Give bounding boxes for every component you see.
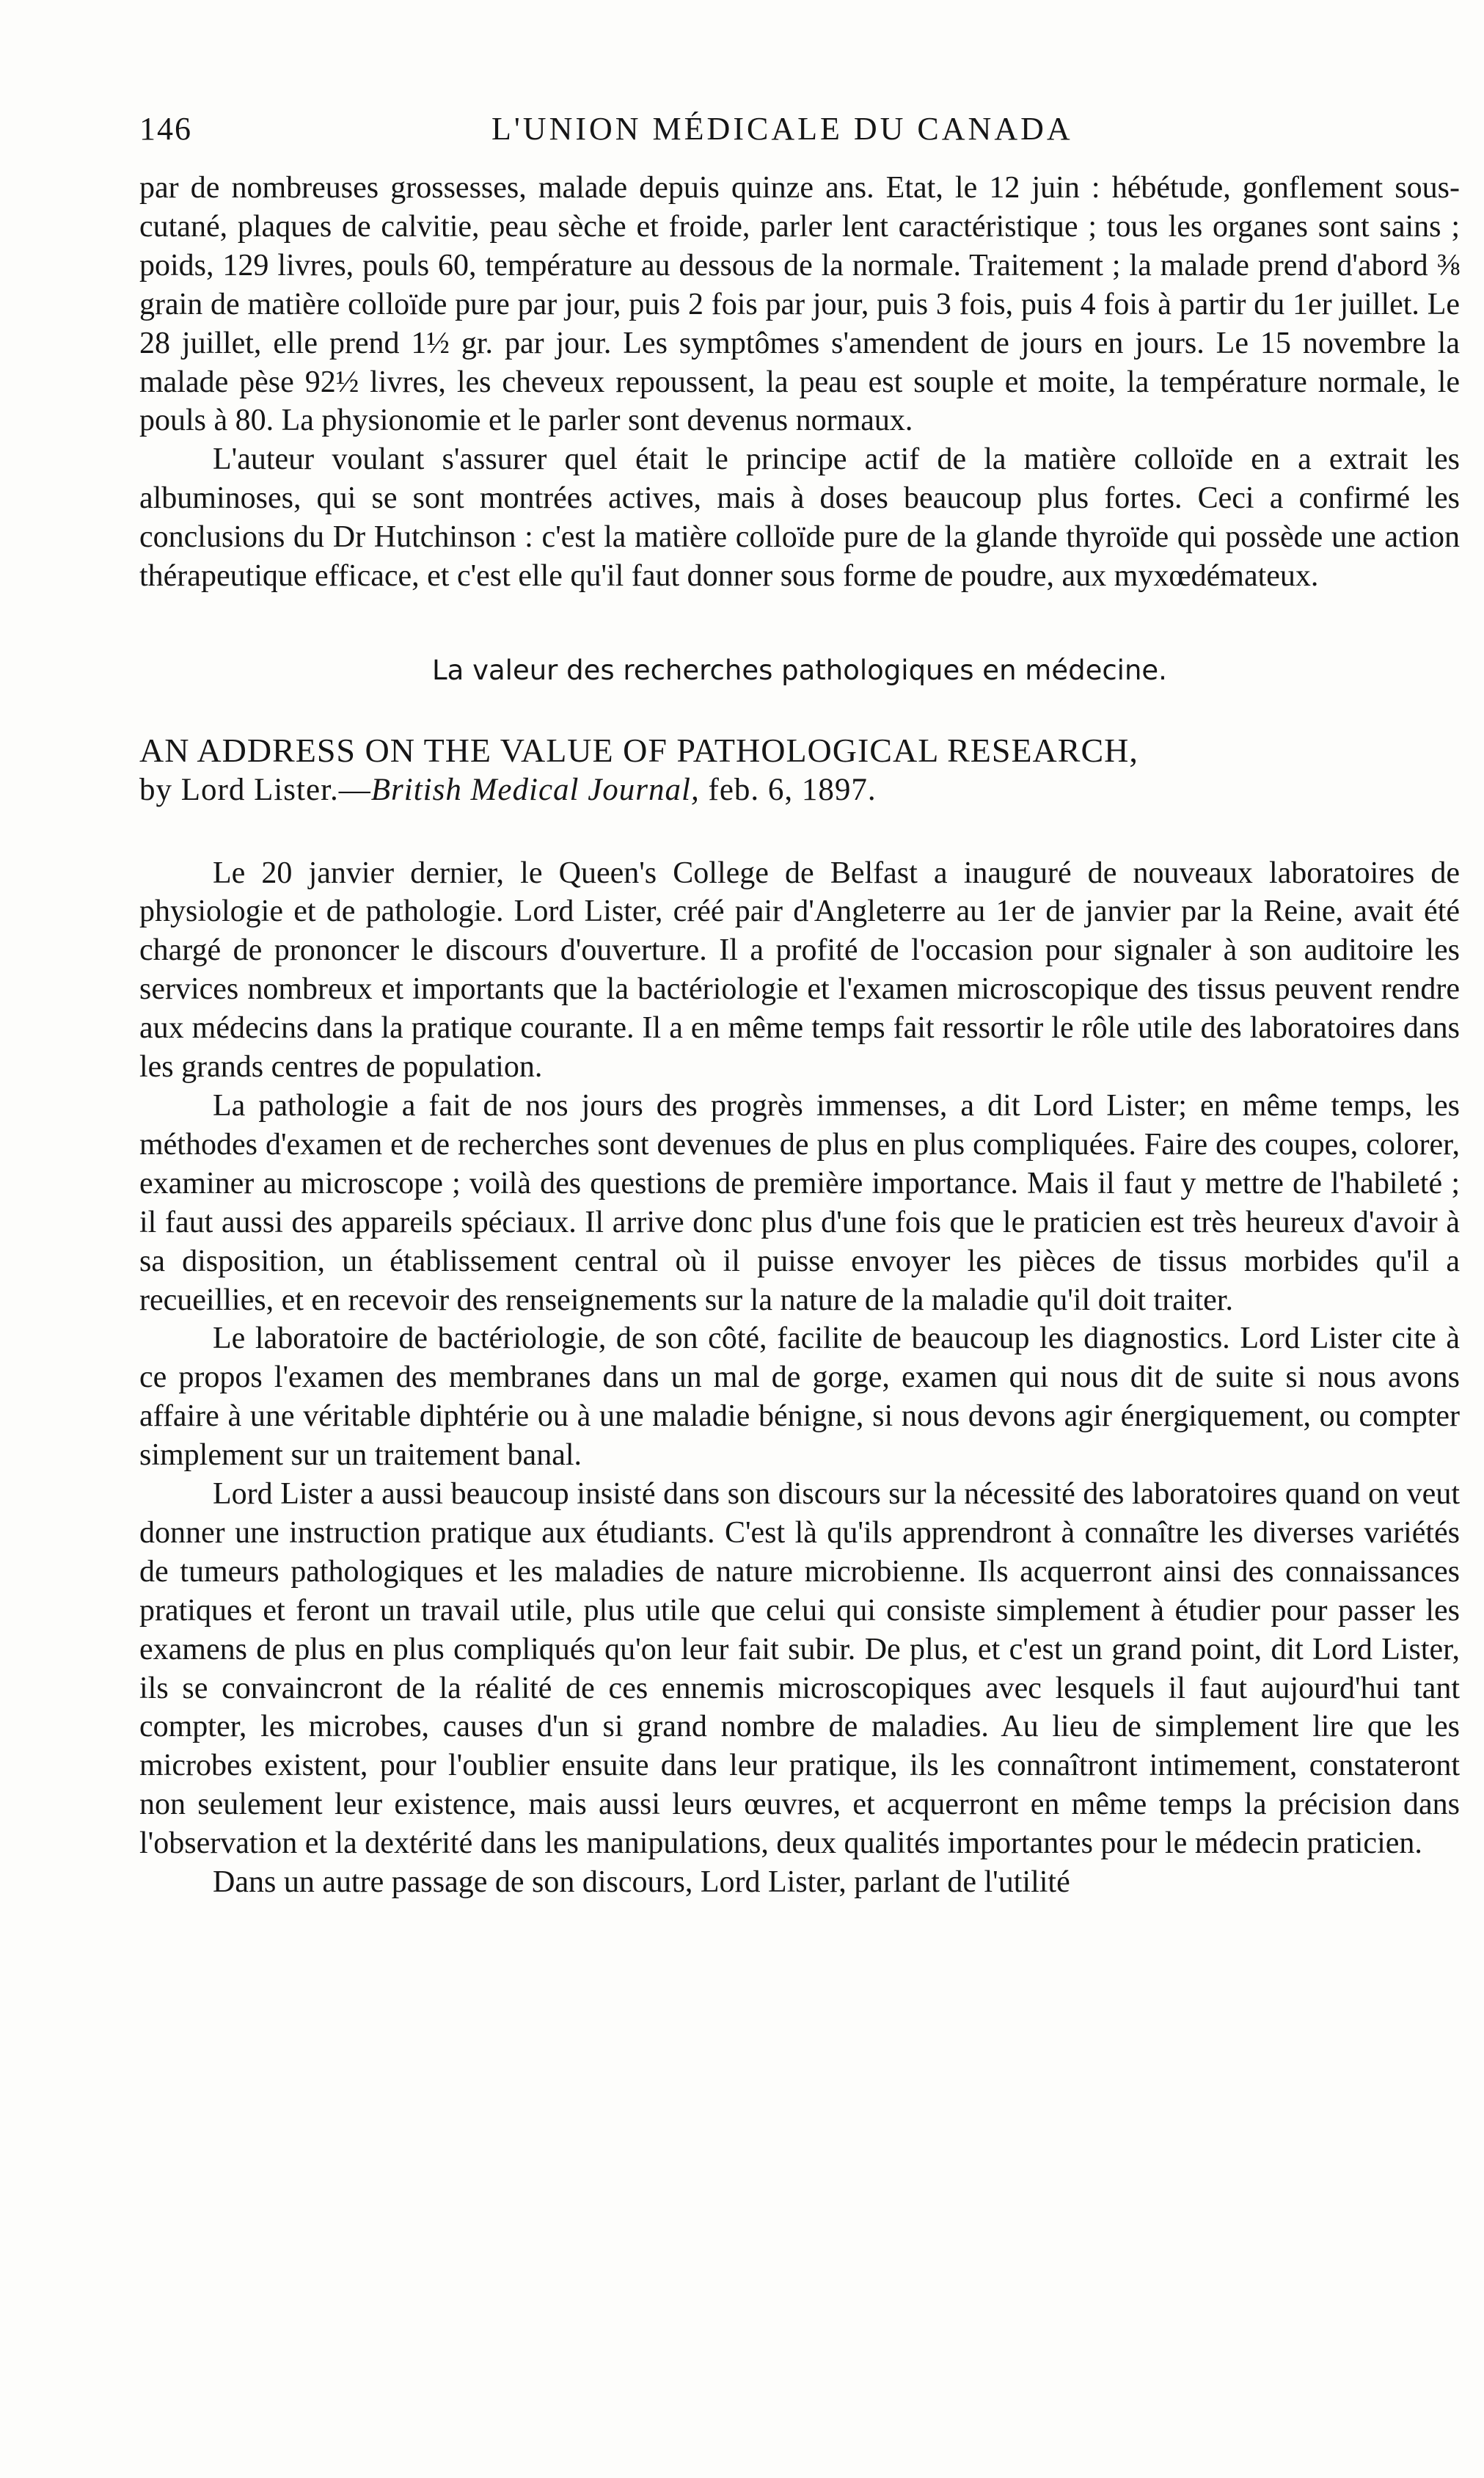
document-page	[139, 110, 1460, 1902]
paragraph: Dans un autre passage de son discours, Lord Lister, parlant de l'utilité	[213, 1865, 1070, 1900]
journal-title: L'UNION MÉDICALE DU CANADA	[491, 111, 1073, 147]
paragraph: Lord Lister a aussi beaucoup insisté dans son discours sur la nécessité des laboratoires quand on veut donner une instruction pratique aux étudiants. C'est là qu'ils apprendront à connaître les diverses variétés de tumeurs pathologiques et les maladies de nature microbienne. Ils acquerront ainsi des connaissances pratiques et feront un travail utile, plus utile que celui qui consiste simplement à étudier pour passer les examens de plus en plus compliqués qu'on leur fait subir. De plus, et c'est un grand point, dit Lord Lister, ils se convaincront de la réalité de ces ennemis microscopiques avec lesquels il faut aujourd'hui tant compter, les microbes, causes d'un si grand nombre de maladies. Au lieu de simplement lire que les microbes existent, pour l'oublier ensuite dans leur pratique, ils les connaîtront intimement, constateront non seulement leur existence, mais aussi leurs œuvres, et acquerront en même temps la précision dans l'observation et la dextérité dans les manipulations, deux qualités importantes pour le médecin praticien.	[139, 1477, 1460, 1861]
article-byline	[139, 771, 1460, 809]
byline-author: by Lord Lister.—	[139, 773, 371, 808]
paragraph: Le laboratoire de bactériologie, de son côté, facilite de beaucoup les diagnostics. Lord Lister cite à ce propos l'examen des membranes dans un mal de gorge, examen qui nous dit de suite si nous avons affaire à une véritable diphtérie ou à une maladie bénigne, si nous devons agir énergiquement, ou compter simplement sur un traitement banal.	[139, 1322, 1460, 1473]
section-heading: La valeur des recherches pathologiques en médecine.	[432, 654, 1167, 686]
article-reference	[139, 730, 1460, 810]
page-number: 146	[139, 111, 192, 147]
byline-date: feb. 6, 1897.	[699, 773, 877, 808]
article-text	[139, 854, 1460, 1902]
paragraph: Le 20 janvier dernier, le Queen's College de Belfast a inauguré de nouveaux laboratoires de physiologie et de pathologie. Lord Lister, créé pair d'Angleterre au 1er de janvier par la Reine, avait été chargé de prononcer le discours d'ouverture. Il a profité de l'occasion pour signaler à son auditoire les services nombreux et importants que la bactériologie et l'examen microscopique des tissus peuvent rendre aux médecins dans la pratique courante. Il a en même temps fait ressortir le rôle utile des laboratoires dans les grands centres de population.	[139, 856, 1460, 1085]
paragraph: par de nombreuses grossesses, malade depuis quinze ans. Etat, le 12 juin : hébétude, gonflement sous-cutané, plaques de calvitie, peau sèche et froide, parler lent caractéristique ; tous les organes sont sains ; poids, 129 livres, pouls 60, température au dessous de la normale. Traitement ; la malade prend d'abord ⅜ grain de matière colloïde pure par jour, puis 2 fois par jour, puis 3 fois, puis 4 fois à partir du 1er juillet. Le 28 juillet, elle prend 1½ gr. par jour. Les symptômes s'amendent de jours en jours. Le 15 novembre la malade pèse 92½ livres, les cheveux repoussent, la peau est souple et moite, la température normale, le pouls à 80. La physionomie et le parler sont devenus normaux.	[139, 171, 1460, 438]
running-head	[139, 110, 1460, 161]
intro-text	[139, 169, 1460, 596]
paragraph: La pathologie a fait de nos jours des progrès immenses, a dit Lord Lister; en même temps, les méthodes d'examen et de recherches sont devenues de plus en plus compliquées. Faire des coupes, colorer, examiner au microscope ; voilà des questions de première importance. Mais il faut y mettre de l'habileté ; il faut aussi des appareils spéciaux. Il arrive donc plus d'une fois que le praticien est très heureux d'avoir à sa disposition, un établissement central où il puisse envoyer les pièces de tissus morbides qu'il a recueillies, et en recevoir des renseignements sur la nature de la maladie qu'il doit traiter.	[139, 1088, 1460, 1317]
paragraph: L'auteur voulant s'assurer quel était le principe actif de la matière colloïde en a extrait les albuminoses, qui se sont montrées actives, mais à doses beaucoup plus fortes. Ceci a confirmé les conclusions du Dr Hutchinson : c'est la matière colloïde pure de la glande thyroïde qui possède une action thérapeutique efficace, et c'est elle qu'il faut donner sous forme de poudre, aux myxœdémateux.	[139, 442, 1460, 594]
article-title: AN ADDRESS ON THE VALUE OF PATHOLOGICAL RESEARCH,	[139, 731, 1138, 769]
byline-journal: British Medical Journal,	[370, 773, 700, 808]
